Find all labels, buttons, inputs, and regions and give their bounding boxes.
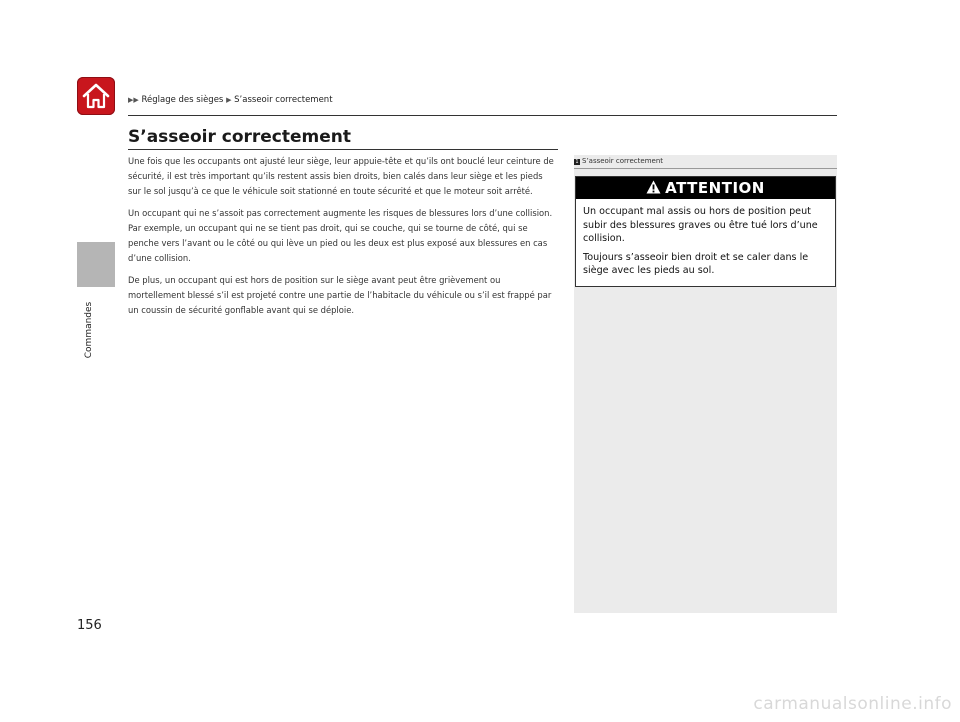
sidebar-section-tab[interactable] <box>77 242 115 287</box>
side-note-heading-text: S’asseoir correctement <box>582 157 664 165</box>
side-note-divider <box>574 168 837 169</box>
watermark: carmanualsonline.info <box>753 694 952 714</box>
home-button[interactable] <box>77 77 115 115</box>
body-paragraph: Un occupant qui ne s’assoit pas correctement augmente les risques de blessures lors d’une collision. Par exemple, un occupant qui ne se tient pas droit, qui se couche, qui se tourne de côté, qui se penche vers l’avant ou le côté ou qui lève un pied ou les deux est plus exposé aux blessures en cas d’une collision. <box>128 208 553 263</box>
reference-number-badge: 1 <box>575 159 579 165</box>
main-body <box>128 154 558 325</box>
warning-title: ATTENTION <box>665 179 765 197</box>
body-paragraph: De plus, un occupant qui est hors de position sur le siège avant peut être grièvement ou mortellement blessé s’il est projeté contre une partie de l’habitacle du véhicule ou s’il est frappé par un coussin de sécurité gonflable avant qui se déploie. <box>128 275 552 315</box>
warning-box <box>575 176 836 287</box>
warning-body <box>576 199 835 278</box>
breadcrumb-arrow-icon: ▶ <box>226 96 232 104</box>
page-number: 156 <box>77 618 102 633</box>
warning-triangle-icon <box>646 179 661 198</box>
home-icon <box>81 81 111 111</box>
breadcrumb-page-link[interactable]: S’asseoir correctement <box>234 95 333 105</box>
body-paragraph: Une fois que les occupants ont ajusté leur siège, leur appuie-tête et qu’ils ont bouclé leur ceinture de sécurité, il est très important qu’ils restent assis bien droits, bien calés dans leur siège et les pieds sur le sol jusqu’à ce que le véhicule soit stationné en toute sécurité et que le moteur soit arrêté. <box>128 156 554 196</box>
breadcrumb <box>128 95 333 105</box>
side-note-heading <box>574 157 837 165</box>
warning-paragraph: Toujours s’asseoir bien droit et se caler dans le siège avec les pieds au sol. <box>583 251 809 276</box>
breadcrumb-section-link[interactable]: Réglage des sièges <box>141 95 224 105</box>
warning-paragraph: Un occupant mal assis ou hors de position peut subir des blessures graves ou être tué lors d’une collision. <box>583 206 818 244</box>
breadcrumb-arrow-icon: ▶▶ <box>128 96 139 104</box>
title-divider <box>128 149 558 150</box>
header-divider <box>128 115 837 116</box>
sidebar-section-label: Commandes <box>84 301 94 359</box>
warning-header <box>576 177 835 199</box>
page-title: S’asseoir correctement <box>128 127 352 147</box>
